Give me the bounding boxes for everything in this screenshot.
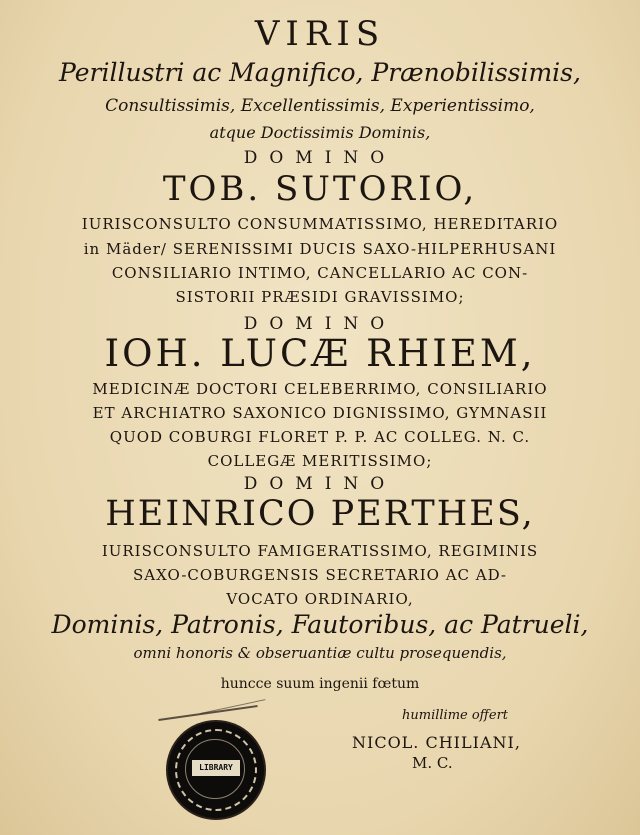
title-line: SAXO-COBURGENSIS SECRETARIO AC AD- — [132, 566, 507, 584]
title-line: in Mäder/ SERENISSIMI DUCIS SAXO-HILPERHUSANI — [83, 240, 557, 258]
offering-line: huncce suum ingenii fœtum — [220, 676, 420, 692]
dedication-subline: omni honoris & obseruantiæ cultu prosequendis, — [133, 644, 507, 662]
author-degree: M. C. — [412, 754, 453, 772]
title-line: IURISCONSULTO CONSUMMATISSIMO, HEREDITARIO — [81, 215, 559, 233]
title-line: SISTORII PRÆSIDI GRAVISSIMO; — [175, 288, 465, 306]
author-name: NICOL. CHILIANI, — [352, 733, 521, 752]
domino-heading-2: DOMINO — [243, 314, 397, 334]
honoree-name-2: IOH. LUCÆ RHIEM, — [104, 332, 536, 375]
humility-line: humillime offert — [402, 708, 509, 723]
domino-heading-3: DOMINO — [243, 474, 397, 494]
address-line-2: Consultissimis, Excellentissimis, Experientissimo, — [105, 96, 535, 116]
honoree-name-3: HEINRICO PERTHES, — [105, 494, 535, 534]
address-line-3: atque Doctissimis Dominis, — [209, 123, 431, 142]
ink-stroke — [158, 705, 257, 721]
title-line: MEDICINÆ DOCTORI CELEBERRIMO, CONSILIARIO — [92, 380, 548, 398]
title-line: CONSILIARIO INTIMO, CANCELLARIO AC CON- — [111, 264, 529, 282]
title-line: ET ARCHIATRO SAXONICO DIGNISSIMO, GYMNASII — [92, 404, 548, 422]
stamp-label: LIBRARY — [192, 760, 240, 776]
title-line: QUOD COBURGI FLORET P. P. AC COLLEG. N. C. — [109, 428, 531, 446]
title-viris: VIRIS — [254, 14, 386, 54]
honoree-name-1: TOB. SUTORIO, — [162, 169, 478, 209]
dedication-line: Dominis, Patronis, Fautoribus, ac Patrueli, — [51, 610, 589, 639]
library-stamp — [168, 722, 264, 818]
title-line: VOCATO ORDINARIO, — [226, 590, 414, 608]
domino-heading-1: DOMINO — [243, 148, 397, 168]
address-line-1: Perillustri ac Magnifico, Prænobilissimis, — [59, 58, 581, 87]
title-line: COLLEGÆ MERITISSIMO; — [207, 452, 433, 470]
title-line: IURISCONSULTO FAMIGERATISSIMO, REGIMINIS — [101, 542, 539, 560]
